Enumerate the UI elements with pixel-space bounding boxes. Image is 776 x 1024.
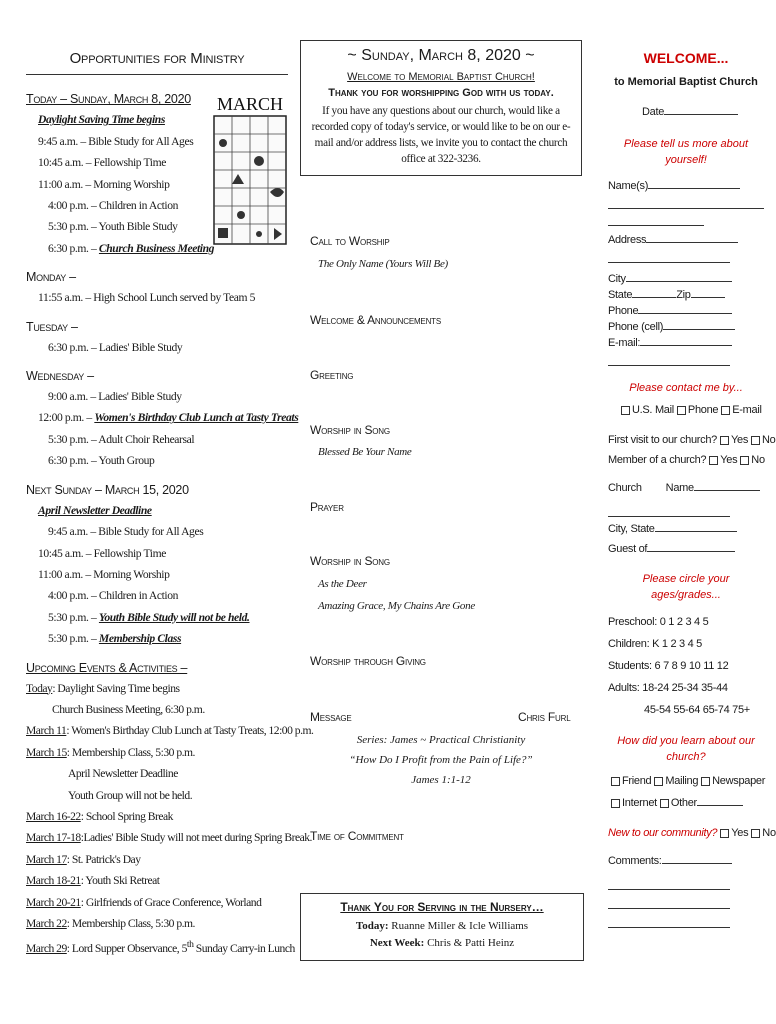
upcoming-event: March 20-21: Girlfriends of Grace Conference, Worland <box>26 895 262 909</box>
first-visit-yes-checkbox[interactable] <box>720 436 729 445</box>
students-options[interactable]: Students: 6 7 8 9 10 11 12 <box>608 660 729 672</box>
sermon-title: “How Do I Profit from the Pain of Life?” <box>349 754 533 766</box>
city-field[interactable]: City <box>608 271 764 287</box>
upcoming-event: March 17: St. Patrick's Day <box>26 852 141 866</box>
next-sunday-item: 10:45 a.m. – Fellowship Time <box>38 546 166 560</box>
column-title: Opportunities for Ministry <box>26 48 288 75</box>
upcoming-event: March 29: Lord Supper Observance, 5th Sunday Carry-in Lunch <box>26 939 295 956</box>
contact-options: U.S. Mail Phone E-mail <box>608 402 764 418</box>
card-welcome: WELCOME... <box>643 50 729 66</box>
internet-checkbox[interactable] <box>611 799 620 808</box>
upcoming-event: Youth Group will not be held. <box>68 788 193 802</box>
comments-line[interactable] <box>608 913 730 928</box>
nursery-title: Thank You for Serving in the Nursery… <box>340 900 544 914</box>
call-to-worship-song: The Only Name (Yours Will Be) <box>318 258 448 270</box>
newspaper-checkbox[interactable] <box>701 777 710 786</box>
announcements: Welcome & Announcements <box>310 313 441 327</box>
preschool-options[interactable]: Preschool: 0 1 2 3 4 5 <box>608 616 709 628</box>
names-line[interactable] <box>608 194 764 209</box>
next-sunday-item: 9:45 a.m. – Bible Study for All Ages <box>48 525 204 539</box>
adults-options[interactable]: Adults: 18-24 25-34 35-44 <box>608 682 728 694</box>
welcome-line: Welcome to Memorial Baptist Church! <box>347 71 535 83</box>
card-church-name: to Memorial Baptist Church <box>614 76 758 88</box>
phone-field[interactable]: Phone <box>608 303 764 319</box>
nursery-box <box>300 893 584 961</box>
tuesday-item: 6:30 p.m. – Ladies' Bible Study <box>48 340 183 354</box>
new-community-yes-checkbox[interactable] <box>720 829 729 838</box>
first-visit-question: First visit to our church? Yes No <box>608 434 776 446</box>
state-zip-field[interactable]: State Zip <box>608 287 764 303</box>
ages-prompt: Please circle your ages/grades... <box>642 573 730 601</box>
invite-text: If you have any questions about our church, would like a recorded copy of today's service, or would like to be on our e-mail and/or address lists, we invite you to contact the church office at 322-3236. <box>311 105 571 165</box>
service-date: ~ Sunday, March 8, 2020 ~ <box>347 47 535 64</box>
upcoming-event: March 17-18:Ladies' Bible Study will not meet during Spring Break. <box>26 831 312 845</box>
worship-in-song-1: Worship in Song <box>310 423 390 437</box>
next-sunday-heading: Next Sunday – March 15, 2020 <box>26 482 189 497</box>
nursery-next-week: Next Week: Chris & Patti Heinz <box>369 937 515 949</box>
message: Message <box>310 710 352 724</box>
svg-text:MARCH: MARCH <box>216 94 284 114</box>
learn-options-2: Internet Other <box>608 795 764 811</box>
tuesday-heading: Tuesday – <box>26 319 78 334</box>
guest-of-field[interactable]: Guest of <box>608 541 764 557</box>
upcoming-event: Church Business Meeting, 6:30 p.m. <box>52 702 205 716</box>
upcoming-event: April Newsletter Deadline <box>68 767 178 781</box>
date-field[interactable]: Date <box>608 104 764 120</box>
worship-through-giving: Worship through Giving <box>310 654 426 668</box>
phone-checkbox[interactable] <box>677 406 686 415</box>
upcoming-event: Today: Daylight Saving Time begins <box>26 681 180 695</box>
time-of-commitment: Time of Commitment <box>310 829 404 843</box>
contact-prompt: Please contact me by... <box>629 382 743 394</box>
email-line[interactable] <box>608 351 730 366</box>
upcoming-heading: Upcoming Events & Activities – <box>26 660 188 675</box>
prayer: Prayer <box>310 500 344 514</box>
greeting: Greeting <box>310 368 354 382</box>
mailing-checkbox[interactable] <box>654 777 663 786</box>
learn-options: Friend Mailing Newspaper <box>608 773 764 789</box>
worship-in-song-2: Worship in Song <box>310 554 390 568</box>
address-field[interactable]: Address <box>608 232 764 248</box>
friend-checkbox[interactable] <box>611 777 620 786</box>
upcoming-event: March 15: Membership Class, 5:30 p.m. <box>26 745 195 759</box>
adults-options-2[interactable]: 45-54 55-64 65-74 75+ <box>644 704 750 716</box>
next-sunday-item: 5:30 p.m. – Youth Bible Study will not be held. <box>48 610 250 624</box>
today-item: 5:30 p.m. – Youth Bible Study <box>48 220 178 234</box>
names-field[interactable]: Name(s) <box>608 178 764 194</box>
comments-field[interactable]: Comments: <box>608 853 764 869</box>
sermon-series: Series: James ~ Practical Christianity <box>356 734 526 746</box>
next-sunday-item: 11:00 a.m. – Morning Worship <box>38 567 170 581</box>
wednesday-item: 9:00 a.m. – Ladies' Bible Study <box>48 390 182 404</box>
wednesday-item: 6:30 p.m. – Youth Group <box>48 454 155 468</box>
member-yes-checkbox[interactable] <box>709 456 718 465</box>
march-calendar-icon <box>210 94 290 250</box>
today-item: 6:30 p.m. – Church Business Meeting <box>48 241 215 255</box>
mail-checkbox[interactable] <box>621 406 630 415</box>
monday-heading: Monday – <box>26 270 76 285</box>
member-no-checkbox[interactable] <box>740 456 749 465</box>
thanks-line: Thank you for worshipping God with us today. <box>328 87 554 99</box>
song-title: Blessed Be Your Name <box>318 446 412 458</box>
other-checkbox[interactable] <box>660 799 669 808</box>
address-line[interactable] <box>608 248 730 263</box>
tell-us-prompt: Please tell us more about yourself! <box>623 138 749 166</box>
children-options[interactable]: Children: K 1 2 3 4 5 <box>608 638 702 650</box>
church-name-line[interactable] <box>608 502 730 517</box>
next-sunday-highlight: April Newsletter Deadline <box>38 503 152 517</box>
learn-prompt: How did you learn about our church? <box>617 735 755 763</box>
new-community-no-checkbox[interactable] <box>751 829 760 838</box>
welcome-box <box>300 40 582 176</box>
upcoming-event: March 11: Women's Birthday Club Lunch at Tasty Treats, 12:00 p.m. <box>26 724 314 738</box>
today-item: 11:00 a.m. – Morning Worship <box>38 177 170 191</box>
first-visit-no-checkbox[interactable] <box>751 436 760 445</box>
scripture: James 1:1-12 <box>411 774 471 786</box>
upcoming-event: March 22: Membership Class, 5:30 p.m. <box>26 917 195 930</box>
next-sunday-item: 4:00 p.m. – Children in Action <box>48 589 179 603</box>
new-community-question: New to our community? Yes No <box>608 827 776 839</box>
wednesday-heading: Wednesday – <box>26 369 94 384</box>
monday-item: 11:55 a.m. – High School Lunch served by Team 5 <box>38 291 256 305</box>
today-item: 9:45 a.m. – Bible Study for All Ages <box>38 134 194 148</box>
names-line[interactable] <box>608 211 704 226</box>
nursery-today: Today: Ruanne Miller & Icle Williams <box>355 920 529 932</box>
order-of-worship-column <box>300 40 582 843</box>
ministry-column <box>26 48 314 960</box>
song-title: As the Deer <box>318 578 367 590</box>
member-question: Member of a church? Yes No <box>608 454 765 466</box>
comments-line[interactable] <box>608 875 730 890</box>
today-highlight: Daylight Saving Time begins <box>38 113 165 127</box>
speaker-name: Chris Furl <box>518 710 571 724</box>
call-to-worship: Call to Worship <box>310 234 390 248</box>
next-sunday-item: 5:30 p.m. – Membership Class <box>48 632 182 646</box>
visitor-card <box>608 50 776 930</box>
wednesday-item: 5:30 p.m. – Adult Choir Rehearsal <box>48 432 195 446</box>
church-name-field[interactable]: Church Name <box>608 480 764 496</box>
comments-line[interactable] <box>608 894 730 909</box>
wednesday-item: 12:00 p.m. – Women's Birthday Club Lunch at Tasty Treats <box>38 411 299 425</box>
upcoming-event: March 18-21: Youth Ski Retreat <box>26 874 160 888</box>
phone-cell-field[interactable]: Phone (cell) <box>608 319 764 335</box>
song-title: Amazing Grace, My Chains Are Gone <box>318 600 475 612</box>
email-checkbox[interactable] <box>721 406 730 415</box>
email-field[interactable]: E-mail: <box>608 335 764 351</box>
today-item: 10:45 a.m. – Fellowship Time <box>38 156 166 170</box>
today-heading: Today – Sunday, March 8, 2020 <box>26 92 191 107</box>
city-state-field[interactable]: City, State <box>608 521 764 537</box>
upcoming-event: March 16-22: School Spring Break <box>26 809 173 823</box>
today-item: 4:00 p.m. – Children in Action <box>48 199 179 213</box>
